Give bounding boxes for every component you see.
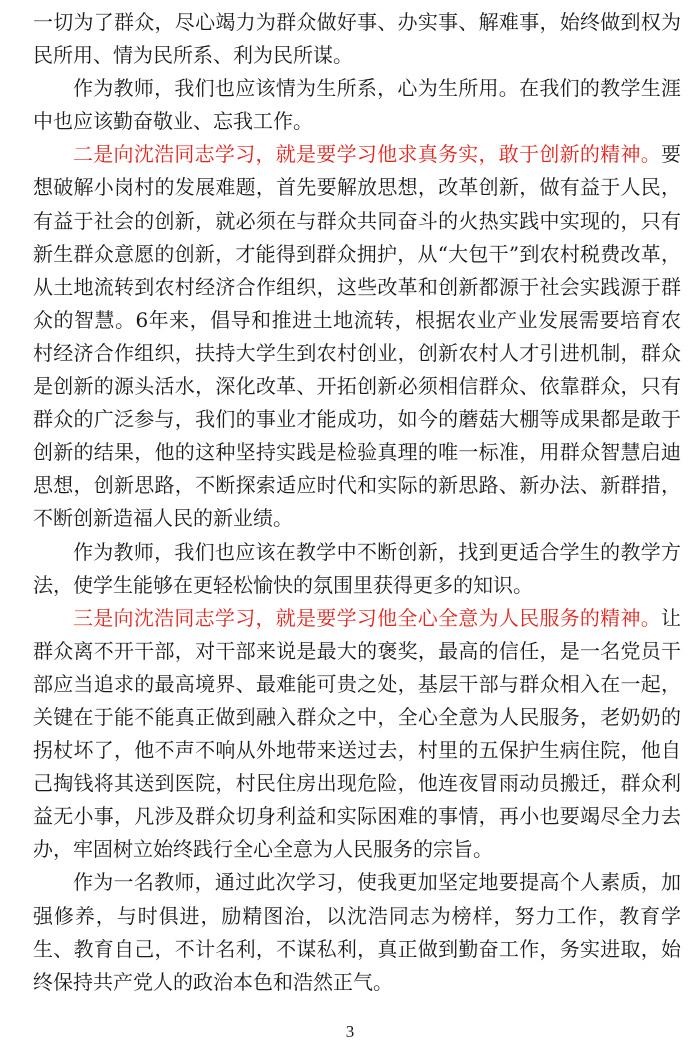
- paragraph-6: [33, 866, 681, 998]
- paragraph-3: [33, 138, 681, 535]
- paragraph-1: [33, 6, 681, 72]
- page-number: 3: [345, 1022, 355, 1041]
- paragraph-4: [33, 536, 681, 602]
- document-body: [33, 6, 681, 999]
- paragraph-6-text: 作为一名教师，通过此次学习，使我更加坚定地要提高个人素质，加强修养，与时俱进，励精图治，以沈浩同志为榜样，努力工作，教育学生、教育自己，不计名利，不谋私利，真正做到勤奋工作，务实进取，始终保持共产党人的政治本色和浩然正气。: [33, 870, 681, 994]
- paragraph-5-text: 让群众离不开干部，对干部来说是最大的褒奖，最高的信任，是一名党员干部应当追求的最高境界、最难能可贵之处，基层干部与群众相入在一起，关键在于能不能真正做到融入群众之中，全心全意为人民服务，老奶奶的拐杖坏了，他不声不响从外地带来送过去，村里的五保护生病住院，他自己掏钱将其送到医院，村民住房出现危险，他连夜冒雨动员搬迁，群众利益无小事，凡涉及群众切身利益和实际困难的事情，再小也要竭尽全力去办，牢固树立始终践行全心全意为人民服务的宗旨。: [33, 605, 681, 862]
- paragraph-5: [33, 602, 681, 867]
- paragraph-1-text: 一切为了群众，尽心竭力为群众做好事、办实事、解难事，始终做到权为民所用、情为民所系、利为民所谋。: [33, 10, 681, 68]
- paragraph-2-text: 作为教师，我们也应该情为生所系，心为生所用。在我们的教学生涯中也应该勤奋敬业、忘我工作。: [33, 76, 681, 134]
- paragraph-2: [33, 72, 681, 138]
- paragraph-4-text: 作为教师，我们也应该在教学中不断创新，找到更适合学生的教学方法，使学生能够在更轻松愉快的氛围里获得更多的知识。: [33, 539, 681, 597]
- section-heading-innovation: 二是向沈浩同志学习，就是要学习他求真务实，敢于创新的精神。: [73, 142, 661, 167]
- section-heading-service: 三是向沈浩同志学习，就是要学习他全心全意为人民服务的精神。: [73, 605, 661, 630]
- paragraph-3-text: 要想破解小岗村的发展难题，首先要解放思想，改革创新，做有益于人民，有益于社会的创新，就必须在与群众共同奋斗的火热实践中实现的，只有新生群众意愿的创新，才能得到群众拥护，从“大包干”到农村税费改革，从土地流转到农村经济合作组织，这些改革和创新都源于社会实践源于群众的智慧。6年来，倡导和推进土地流转，根据农业产业发展需要培育农村经济合作组织，扶持大学生到农村创业，创新农村人才引进机制，群众是创新的源头活水，深化改革、开拓创新必须相信群众、依靠群众，只有群众的广泛参与，我们的事业才能成功，如今的蘑菇大棚等成果都是敢于创新的结果，他的这种坚持实践是检验真理的唯一标准，用群众智慧启迪思想，创新思路，不断探索适应时代和实际的新思路、新办法、新群措，不断创新造福人民的新业绩。: [33, 142, 681, 531]
